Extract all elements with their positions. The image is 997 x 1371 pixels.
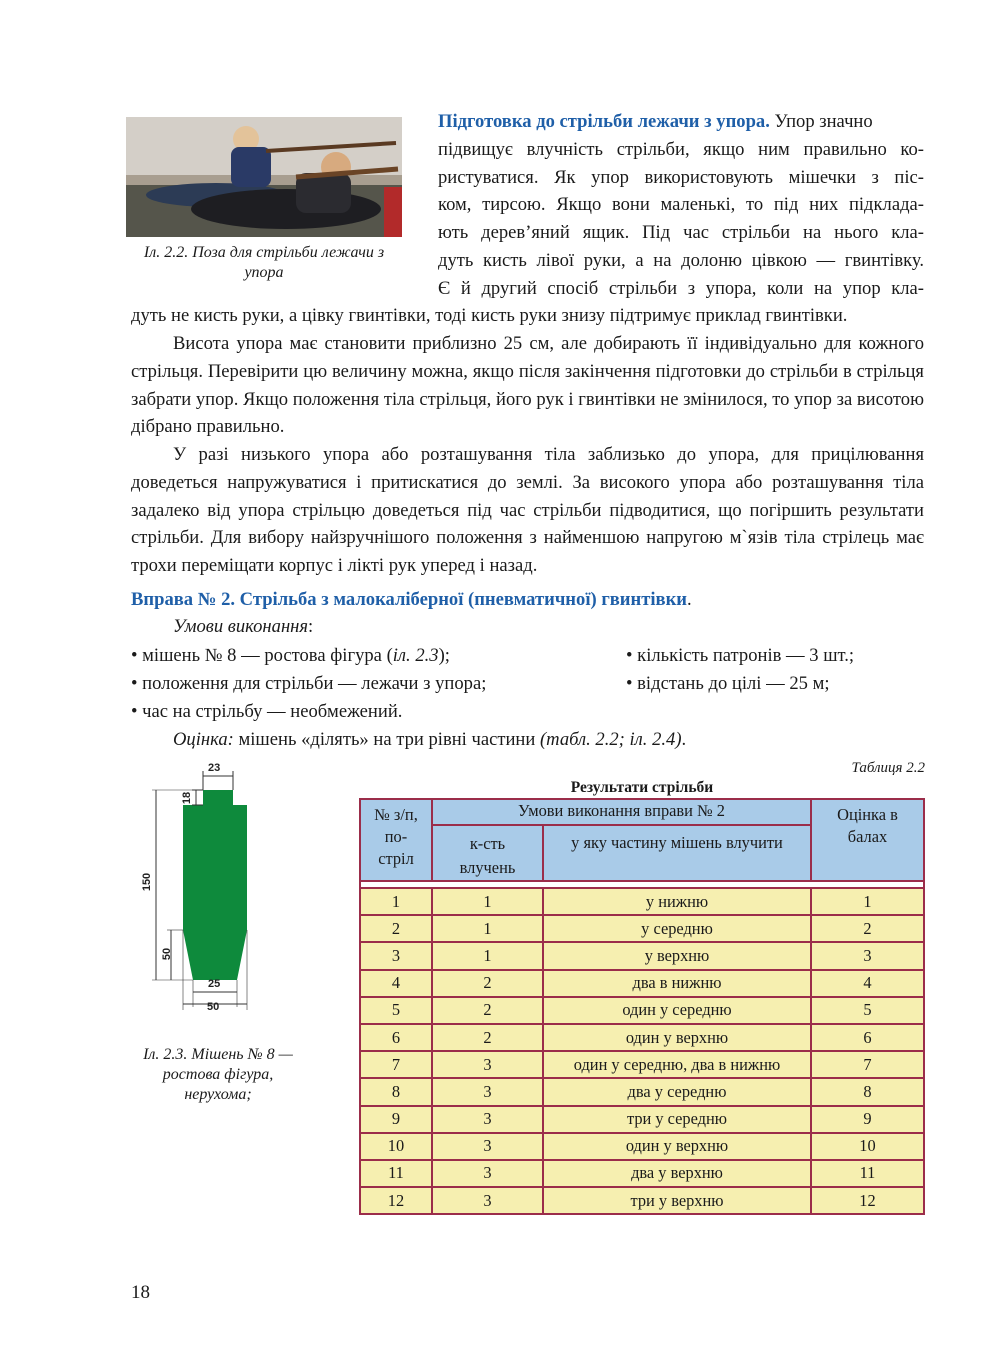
table-title: Результати стрільби (570, 779, 714, 796)
table-row (360, 970, 924, 997)
cell-hits: 3 (432, 1187, 543, 1214)
paragraph-support-position: У разі низького упора або розташування тіла заблизько до упора, для прицілювання доведеться напружуватися і притискатися до землі. За високого упора або розташування тіла задалеко від упора стрільцю доведеться під час стрільби підводитися, що погіршить результати стрільби. Для вибору найзручнішого положення з найменшою напругою м`язів тіла стрілець має трохи переміщати корпус і лікті рук уперед і назад. (131, 444, 924, 577)
cell-part: два в нижню (543, 970, 811, 997)
table-row (360, 915, 924, 942)
page-number: 18 (131, 1282, 150, 1303)
cell-part: три у середню (543, 1106, 811, 1133)
table-row (360, 1133, 924, 1160)
cell-hits: 1 (432, 942, 543, 969)
header-part (543, 825, 811, 881)
header-hits (432, 825, 543, 881)
conditions-label (173, 613, 313, 641)
cell-n: 6 (360, 1024, 432, 1051)
text-line: ристуватися. Як упор використовують мішечки з піс- (438, 166, 924, 188)
cell-score: 8 (811, 1078, 924, 1105)
cell-n: 11 (360, 1160, 432, 1187)
cell-part: два у верхню (543, 1160, 811, 1187)
cell-score: 7 (811, 1051, 924, 1078)
cell-part: два у середню (543, 1078, 811, 1105)
header-group: Умови виконання вправи № 2 (432, 799, 811, 825)
cell-hits: 3 (432, 1133, 543, 1160)
table-row (360, 1187, 924, 1214)
score-text: мішень «ділять» на три рівні частини (233, 729, 540, 750)
cell-score: 3 (811, 942, 924, 969)
table-row (360, 997, 924, 1024)
cell-hits: 2 (432, 970, 543, 997)
photo-prone-shooting (126, 117, 402, 237)
cell-score: 9 (811, 1106, 924, 1133)
results-table (359, 798, 925, 1215)
cell-n: 10 (360, 1133, 432, 1160)
condition-target-text: • мішень № 8 — ростова фігура ( (131, 645, 393, 666)
cell-score: 12 (811, 1187, 924, 1214)
dim-bottom-outer: 50 (207, 1001, 220, 1013)
table-row (360, 888, 924, 915)
cell-score: 6 (811, 1024, 924, 1051)
header-score-text: Оцінка в балах (837, 805, 898, 846)
condition-target (131, 642, 450, 670)
score-line (173, 726, 686, 754)
exercise-title (131, 586, 924, 614)
cell-hits: 3 (432, 1051, 543, 1078)
cell-score: 10 (811, 1133, 924, 1160)
exercise-title-end: . (687, 589, 692, 610)
text-line-full: дуть не кисть руки, а цівку гвинтівки, тоді кисть руки знизу підтримує приклад гвинтівки. (131, 305, 848, 326)
cell-score: 11 (811, 1160, 924, 1187)
cell-part: один у середню, два в нижню (543, 1051, 811, 1078)
header-part-text: у яку частину мішень влучити (571, 833, 783, 852)
cell-hits: 2 (432, 997, 543, 1024)
text-line: Упор значно (769, 111, 873, 132)
dim-total-height: 150 (141, 872, 154, 892)
cell-hits: 3 (432, 1160, 543, 1187)
score-end: . (681, 729, 687, 750)
condition-position: • положення для стрільби — лежачи з упора; (131, 673, 487, 694)
dim-top-width: 23 (208, 762, 221, 774)
conditions-label-text: Умови виконання (173, 616, 309, 637)
cell-part: три у верхню (543, 1187, 811, 1214)
figure-caption: Іл. 2.3. Мішень № 8 — ростова фігура, нерухома; (143, 1046, 293, 1103)
cell-part: у нижню (543, 888, 811, 915)
score-ref: (табл. 2.2; іл. 2.4) (539, 729, 682, 750)
table-row (360, 1160, 924, 1187)
header-hits-text: к-сть влучень (459, 834, 516, 877)
table-label: Таблиця 2.2 (851, 760, 925, 776)
cell-n: 8 (360, 1078, 432, 1105)
header-num (360, 799, 432, 881)
cell-score: 5 (811, 997, 924, 1024)
cell-n: 3 (360, 942, 432, 969)
section-prone-support (438, 108, 924, 303)
cell-n: 4 (360, 970, 432, 997)
cell-part: у середню (543, 915, 811, 942)
condition-time: • час на стрільбу — необмежений. (131, 701, 403, 722)
exercise-heading: Вправа № 2. Стрільба з малокаліберної (пневматичної) гвинтівки (131, 589, 688, 610)
photo-caption: Іл. 2.2. Поза для стрільби лежачи з упора (143, 244, 385, 281)
text-line: ють дерев’яний ящик. Під час стрільби на нього кла- (438, 222, 924, 244)
score-label: Оцінка: (173, 729, 234, 750)
text-line: ком, тирсою. Якщо вони маленькі, то під них підклада- (438, 194, 924, 216)
text-line: підвищує влучність стрільби, якщо ним правильно ко- (438, 138, 924, 160)
photo-scene (126, 117, 402, 237)
cell-n: 9 (360, 1106, 432, 1133)
dim-lower-height: 50 (161, 947, 174, 961)
condition-cartridges: • кількість патронів — 3 шт.; (626, 645, 855, 666)
table-row (360, 1078, 924, 1105)
condition-distance: • відстань до цілі — 25 м; (626, 673, 830, 694)
cell-n: 7 (360, 1051, 432, 1078)
header-separator (360, 881, 924, 888)
cell-n: 12 (360, 1187, 432, 1214)
cell-score: 2 (811, 915, 924, 942)
table-row (360, 942, 924, 969)
text-line: дуть кисть лівої руки, а на долоню цівкою — гвинтівку. (438, 249, 924, 271)
cell-part: один у верхню (543, 1133, 811, 1160)
condition-target-ref: іл. 2.3 (392, 645, 439, 666)
cell-hits: 1 (432, 888, 543, 915)
section-heading: Підготовка до стрільби лежачи з упора. (438, 111, 770, 132)
table-row (360, 1106, 924, 1133)
conditions-colon: : (308, 616, 314, 637)
target-shape (183, 790, 247, 980)
text-line: Є й другий спосіб стрільби з упора, коли на упор кла- (438, 277, 924, 299)
cell-hits: 2 (432, 1024, 543, 1051)
paragraph-support-height: Висота упора має становити приблизно 25 см, але добирають її індивідуально для кожного стрільця. Перевірити цю величину можна, якщо після закінчення підготовки до стрільби в стрільця забрати упор. Якщо положення тіла стрільця, його рук і гвинтівки не змінилося, то упор за висотою дібрано правильно. (131, 333, 924, 438)
condition-target-end: ); (438, 645, 450, 666)
cell-part: у верхню (543, 942, 811, 969)
header-score (811, 799, 924, 881)
cell-part: один у верхню (543, 1024, 811, 1051)
cell-n: 1 (360, 888, 432, 915)
table-row (360, 1024, 924, 1051)
cell-hits: 3 (432, 1106, 543, 1133)
target-figure (140, 762, 280, 1022)
cell-hits: 1 (432, 915, 543, 942)
header-num-text: № з/п, по-стріл (374, 805, 418, 868)
table-row (360, 1051, 924, 1078)
cell-n: 2 (360, 915, 432, 942)
cell-score: 4 (811, 970, 924, 997)
cell-n: 5 (360, 997, 432, 1024)
cell-hits: 3 (432, 1078, 543, 1105)
cell-score: 1 (811, 888, 924, 915)
dim-bottom-inner: 25 (208, 978, 221, 990)
cell-part: один у середню (543, 997, 811, 1024)
dim-head-height: 18 (181, 791, 194, 805)
